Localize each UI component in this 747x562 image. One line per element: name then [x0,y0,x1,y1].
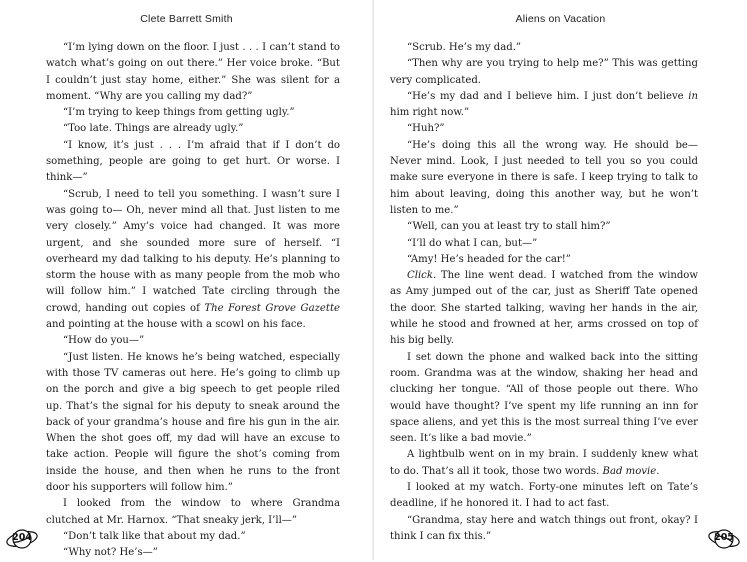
text-run: and pointing at the house with a scowl on his face. [46,319,306,331]
text-run: I looked at my watch. Forty-one minutes left on Tate’s deadline, if he honored it. I had to act fast. [390,482,698,510]
text-run: A lightbulb went on in my brain. I suddenly knew what to do. That’s all it took, those two words. [390,449,698,477]
paragraph [390,121,698,137]
paragraph [390,268,698,349]
italic-text: in [688,90,698,102]
page-number: 205 [714,532,734,543]
paragraph [46,187,340,334]
paragraph [390,138,698,219]
text-run: “Scrub, I need to tell you something. I wasn’t sure I was going to— Oh, never mind all that. Just listen to me very closely.” Amy’s voice had changed. It was more urgent, and she sounded more sure of herself. “I overheard my dad talking to his deputy. He’s planning to storm the house with as many people from the mob who will follow him.” I watched Tate circling through the crowd, handing out copies of [46,188,340,314]
text-run: “Don’t talk like that about my dad.” [63,530,246,542]
italic-text: The Forest Grove Gazette [204,302,340,314]
text-run: “Amy! He’s headed for the car!” [407,253,571,265]
paragraph [390,350,698,448]
paragraph [390,447,698,480]
text-run: “Just listen. He knows he’s being watched, especially with those TV cameras out here. He’s going to climb up on the porch and give a big speech to get people riled up. That’s the signal for his deputy to sneak around the back of your grandma’s house and fire his gun in the air. When the shot goes off, my dad will have an excuse to take action. People will figure the shot’s coming from inside the house, and then when he runs to the front door his supporters will follow him.” [46,351,340,494]
right-page [374,0,747,560]
text-run: “He’s my dad and I believe him. I just don’t believe [407,90,689,102]
paragraph [46,496,340,529]
page-number-badge [707,527,741,551]
paragraph [46,138,340,187]
text-run: “Then why are you trying to help me?” This was getting very complicated. [390,58,698,86]
left-page-body [46,40,340,562]
text-run: “Too late. Things are already ugly.” [63,123,244,135]
text-run: “I’m lying down on the floor. I just . . . I can’t stand to watch what’s going on out there.” Her voice broke. “But I couldn’t just stay home, either.” She was silent for a moment. “Why are you calling my dad?” [46,42,340,102]
paragraph [390,56,698,89]
text-run: him right now.” [390,107,470,119]
italic-text: Click [407,270,433,282]
paragraph [390,89,698,122]
paragraph [390,252,698,268]
paragraph [390,480,698,513]
paragraph [390,513,698,546]
text-run: “Why not? He’s—” [63,547,158,559]
left-page [0,0,373,560]
text-run: “Grandma, stay here and watch things out front, okay? I think I can fix this.” [390,514,698,542]
paragraph [46,350,340,497]
text-run: “I’ll do what I can, but—” [407,237,538,249]
paragraph [46,333,340,349]
paragraph [390,40,698,56]
text-run: “Huh?” [407,123,445,135]
running-head-author: Clete Barrett Smith [140,13,233,25]
text-run: “I know, it’s just . . . I’m afraid that if I don’t do something, people are going to get hurt. Or worse. I think—” [46,139,340,184]
paragraph [46,121,340,137]
text-run: “He’s doing this all the wrong way. He should be— Never mind. Look, I just needed to tell you so you could make sure everyone in there is safe. I keep trying to talk to him about leaving, doing this another way, but he won’t listen to me.” [390,139,698,216]
right-page-body [390,40,698,545]
paragraph [46,105,340,121]
text-run: I looked from the window to where Grandma clutched at Mr. Harnox. “That sneaky jerk, I’ll—” [46,498,340,526]
paragraph [390,219,698,235]
text-run: I set down the phone and walked back into the sitting room. Grandma was at the window, shaking her head and clucking her tongue. “All of those people out there. Who would have thought? I’ve spent my life running an inn for space aliens, and yet this is the most surreal thing I’ve ever seen. It’s like a bad movie.” [390,351,698,445]
text-run: “Scrub. He’s my dad.” [407,42,522,53]
paragraph [46,529,340,545]
paragraph [390,236,698,252]
page-number: 204 [12,532,32,543]
paragraph [46,545,340,561]
running-head-title: Aliens on Vacation [515,13,606,25]
text-run: “How do you—” [63,335,145,347]
text-run: “I’m trying to keep things from getting ugly.” [63,107,295,119]
paragraph [46,40,340,105]
text-run: . The line went dead. I watched from the window as Amy jumped out of the car, just as Sheriff Tate opened the door. She started talking, waving her hands in the air, while he stood and frowned at her, arms crossed on top of his big belly. [390,270,698,347]
page-number-badge [5,527,39,551]
italic-text: Bad movie. [602,465,660,477]
text-run: “Well, can you at least try to stall him?” [407,221,611,233]
